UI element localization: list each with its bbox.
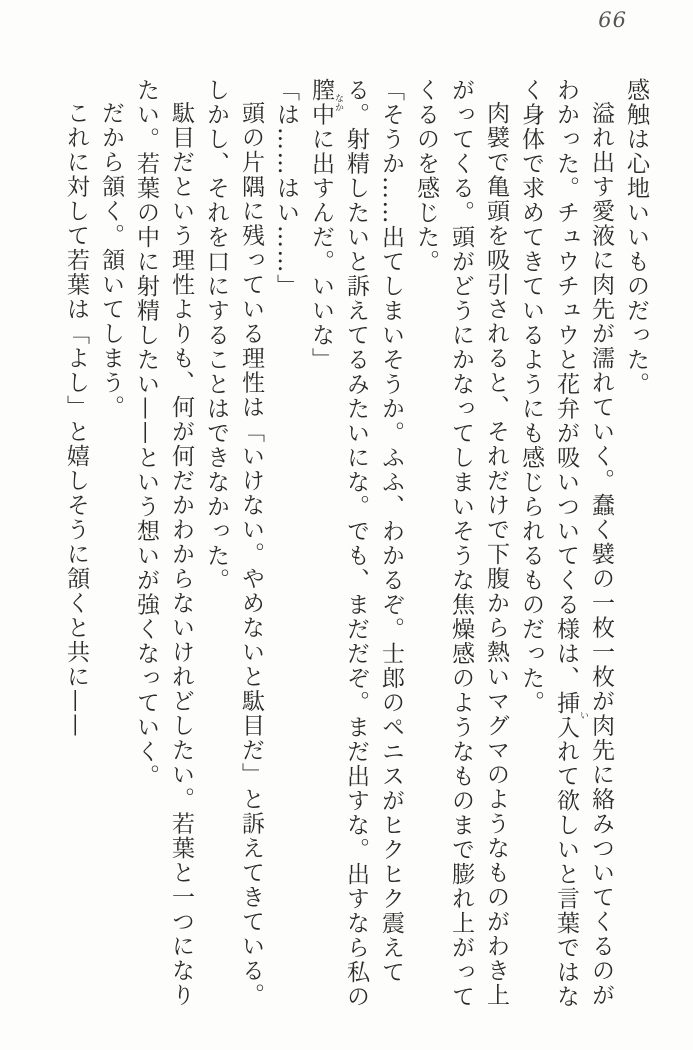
paragraph: しかし、それを口にすることはできなかった。 [203,78,229,593]
paragraph: 感触は心地いいものだった。 [623,78,649,397]
paragraph: 頭の片隅に残っている理性は「いけない。やめないと駄目だ」と訴えてきている。 [238,101,264,1008]
page-number: 66 [598,8,627,32]
paragraph: 溢れ出す愛液に肉先が濡れていく。蠢く襞の一枚一枚が肉先に絡みついてくるのがわかった。チュウチュウと花弁が吸いついてくる様は、挿入 いれて欲しいと言葉ではなく身体で求めてきているようにも感じられるものだった。 [518,78,614,1009]
paragraph: 「は……はい……」 [273,78,299,299]
page-text [58,78,653,1010]
paragraph: 「そうか……出てしまいそうか。ふふ、わかるぞ。士郎のペニスがヒクヒク震えてる。射精したいと訴えてるみたいにな。でも、まだだぞ。まだ出すな。出すなら私の膣中 なかに出すんだ。いいな」 [308,78,404,1009]
paragraph: だから頷く。頷いてしまう。 [98,101,124,420]
paragraph: 駄目だという理性よりも、何が何だかわからないけれどしたい。若葉と一つになりたい。若葉の中に射精したい——という想いが強くなっていく。 [133,78,194,1008]
paragraph: 肉襞で亀頭を吸引されると、それだけで下腹から熱いマグマのようなものがわき上がってくる。頭がどうにかなってしまいそうな焦燥感のようなものまで膨れ上がってくるのを感じた。 [413,78,509,1009]
paragraph: これに対して若葉は「よし」と嬉しそうに頷くと共に—— [63,101,89,738]
